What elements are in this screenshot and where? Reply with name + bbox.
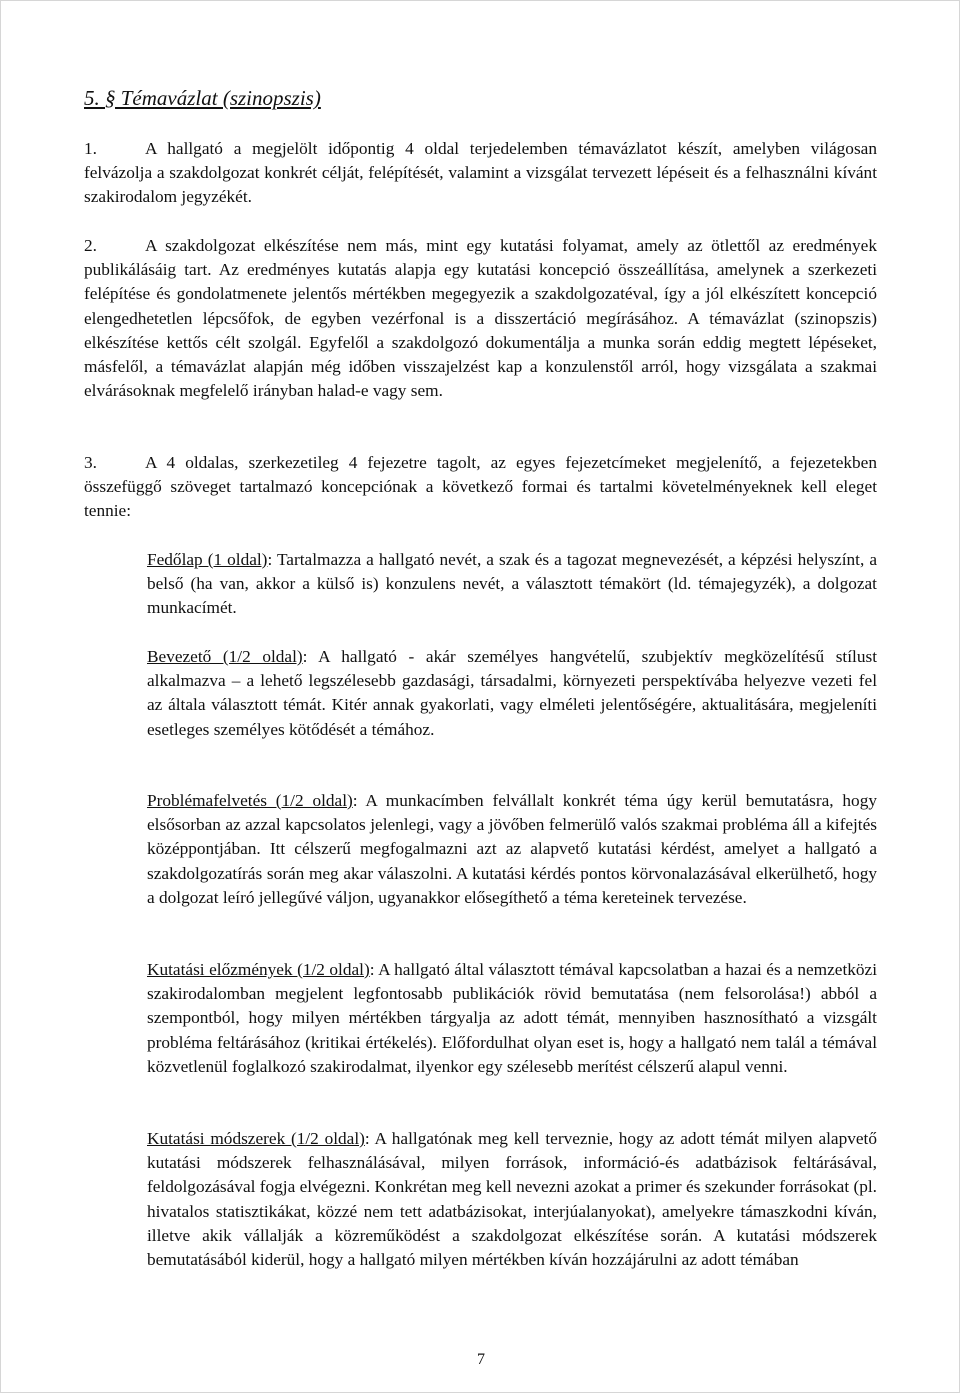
paragraph-text: A 4 oldalas, szerkezetileg 4 fejezetre tagolt, az egyes fejezetcímeket megjelenítő, a fejezetekben összefüggő szöveget tartalmazó koncepciónak a következő formai és tartalmi követelményeknek kell eleget tennie: bbox=[84, 453, 877, 521]
numbered-paragraph-2 bbox=[84, 234, 877, 403]
section-text: : A hallgatónak meg kell terveznie, hogy az adott témát milyen alapvető kutatási módszerek felhasználásával, milyen források, információ-és adatbázisok feltárásával, feldolgozásával fogja elvégezni. Konkrétan meg kell nevezni azokat a primer és szekunder forrásokat (pl. hivatalos statisztikákat, közzé nem tett adatbázisokat, interjúalanyokat), amelyekre támaszkodni kíván, illetve akik vállalják a közreműködést a szakdolgozat elkészítése során. A kutatási módszerek bemutatásából kiderül, hogy a hallgató milyen mértékben kíván hozzájárulni az adott témában bbox=[147, 1129, 877, 1270]
section-problemafelvetes bbox=[147, 789, 877, 910]
section-bevezeto bbox=[147, 645, 877, 742]
section-text: : A hallgató által választott témával kapcsolatban a hazai és a nemzetközi szakirodalomban megjelent legfontosabb publikációk rövid bemutatása (nem felsorolása!) abból a szempontból, hogy milyen mértékben tárgyalja az adott témát, mennyiben hasznosítható a vizsgált probléma feltárásához (kritikai értékelés). Előfordulhat olyan eset is, hogy a hallgató nem talál a témával közvetlenül foglalkozó szakirodalmat, ilyenkor egy szélesebb merítést célszerű alapul venni. bbox=[147, 960, 877, 1076]
page-number: 7 bbox=[477, 1351, 485, 1368]
section-title: Problémafelvetés (1/2 oldal) bbox=[147, 791, 353, 810]
paragraph-number: 2. bbox=[84, 236, 97, 255]
numbered-paragraph-3 bbox=[84, 451, 877, 524]
section-title: Bevezető (1/2 oldal) bbox=[147, 647, 303, 666]
section-text: : Tartalmazza a hallgató nevét, a szak és a tagozat megnevezését, a képzési helyszínt, a belső (ha van, akkor a külső is) konzulens nevét, a választott témakört (ld. témajegyzék), a dolgozat munkacímét. bbox=[147, 550, 877, 618]
section-text: : A munkacímben felvállalt konkrét téma úgy kerül bemutatásra, hogy elsősorban az azzal kapcsolatos jelenlegi, vagy a jövőben felmerülő valós szakmai probléma áll a kifejtés középpontjában. Itt célszerű megfogalmazni azt az alapvető kutatási kérdést, amelyet a hallgató a szakdolgozatírás során meg akar válaszolni. A kutatási kérdés pontos körvonalazásával elkerülhető, hogy a dolgozat leíró jellegűvé váljon, ugyanakkor elősegíthető a téma kereteinek tervezése. bbox=[147, 791, 877, 907]
section-kutatasi-elozmenyek bbox=[147, 958, 877, 1079]
paragraph-text: A szakdolgozat elkészítése nem más, mint egy kutatási folyamat, amely az ötlettől az eredmények publikálásáig tart. Az eredményes kutatás alapja egy kutatási koncepció összeállítása, amelynek a szerkezeti felépítése és gondolatmenete jelentős mértékben megegyezik a szakdolgozatéval, így a jól elkészített koncepció elengedhetetlen lépcsőfok, de egyben vezérfonal is a disszertáció megírásához. A témavázlat (szinopszis) elkészítése kettős célt szolgál. Egyfelől a szakdolgozó dokumentálja a munka során eddig megtett lépéseket, másfelől, a témavázlat alapján még időben visszajelzést kap a konzulenstől arról, hogy vizsgálata a szakmai elvárásoknak megfelelő irányban halad-e vagy sem. bbox=[84, 236, 877, 401]
section-kutatasi-modszerek bbox=[147, 1127, 877, 1272]
section-fedolap bbox=[147, 548, 877, 621]
numbered-paragraph-1 bbox=[84, 137, 877, 210]
paragraph-number: 1. bbox=[84, 139, 97, 158]
section-text: : A hallgató - akár személyes hangvételű, szubjektív megközelítésű stílust alkalmazva – a lehető legszélesebb gazdasági, társadalmi, környezeti perspektívába helyezve vezeti fel az általa választott témát. Kitér annak gyakorlati, vagy elméleti jelentőségére, aktualitására, megjeleníti esetleges személyes kötődését a témához. bbox=[147, 647, 877, 739]
paragraph-number: 3. bbox=[84, 453, 97, 472]
section-title: Kutatási előzmények (1/2 oldal) bbox=[147, 960, 370, 979]
section-title: Kutatási módszerek (1/2 oldal) bbox=[147, 1129, 365, 1148]
section-heading: 5. § Témavázlat (szinopszis) bbox=[84, 86, 321, 110]
section-title: Fedőlap (1 oldal) bbox=[147, 550, 268, 569]
paragraph-text: A hallgató a megjelölt időpontig 4 oldal terjedelemben témavázlatot készít, amelyben világosan felvázolja a szakdolgozat konkrét célját, felépítését, valamint a vizsgálat tervezett lépéseit és a felhasználni kívánt szakirodalom jegyzékét. bbox=[84, 139, 877, 207]
